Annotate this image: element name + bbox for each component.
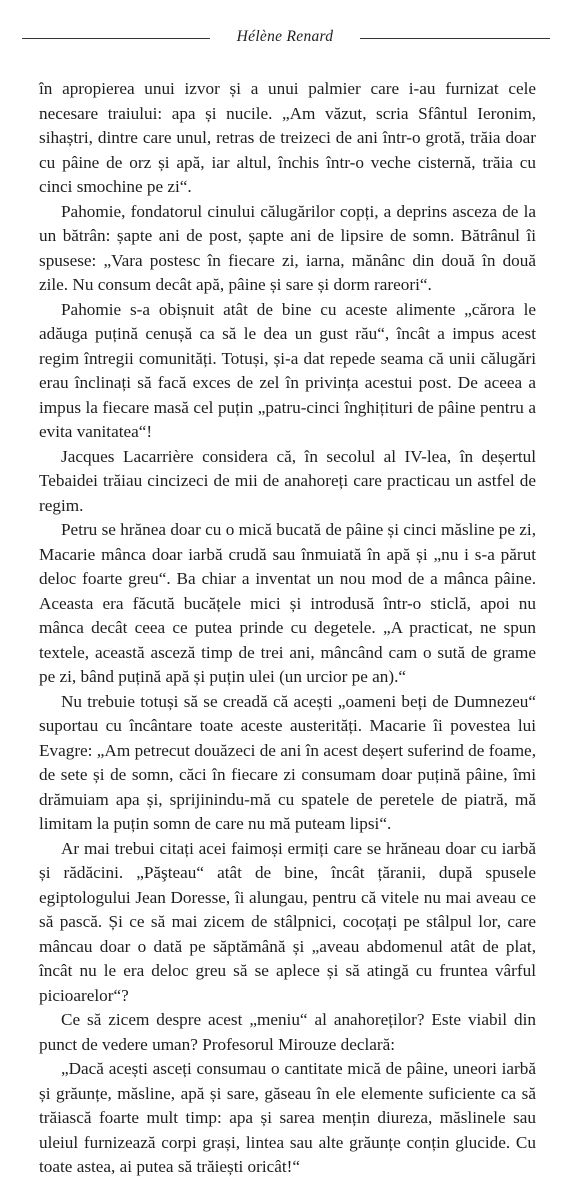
paragraph: Pahomie s-a obișnuit atât de bine cu aceste alimente „cărora le adăuga puțină cenușă ca să le dea un gust rău“, încât a impus acest regim întregii comunități. Totuși, și-a dat repede seama că unii călugări erau înclinați să facă exces de zel în privința acestui post. De aceea a impus la fiecare masă cel puțin „patru-cinci înghițituri de pâine pentru a evita vanitatea“! — [39, 299, 536, 441]
paragraph: Ce să zicem despre acest „meniu“ al anahoreților? Este viabil din punct de vedere uman? Profesorul Mirouze declară: — [39, 1010, 536, 1054]
paragraph: Pahomie, fondatorul cinului călugărilor copți, a deprins asceza de la un bătrân: șapte ani de post, șapte ani de lipsire de somn. Bătrânul îi spusese: „Vara postesc în fiecare zi, iarna, mănânc din două în două zile. Nu consum decât apă, pâine și sare și dorm rareori“. — [39, 201, 536, 294]
page-body-text — [39, 77, 536, 1180]
paragraph: Jacques Lacarrière considera că, în secolul al IV-lea, în deșertul Tebaidei trăiau cincizeci de mii de anahoreți care practicau un astfel de regim. — [39, 446, 536, 515]
paragraph: în apropierea unui izvor și a unui palmier care i-au furnizat cele necesare traiului: apa și nucile. „Am văzut, scria Sfântul Ieronim, sihaștri, dintre care unul, retras de treizeci de ani într-o grotă, trăia doar cu pâine de orz și apă, iar altul, închis într-o veche cisternă, trăia cu cinci smochine pe zi“. — [39, 79, 536, 196]
paragraph: Ar mai trebui citați acei faimoși ermiți care se hrăneau doar cu iarbă și rădăcini. „Păşteau“ atât de bine, încât țăranii, după spusele egiptologului Jean Doresse, îi alungau, pentru că vitele nu mai aveau ce să pască. Și ce să mai zicem de stâlpnici, cocoțați pe stâlpul lor, care mâncau doar o dată pe săptămână și „aveau abdomenul atât de plat, încât nu le era deloc greu să se aplece și să atingă cu fruntea vârful picioarelor“? — [39, 838, 536, 1005]
header-rule-right — [360, 38, 550, 39]
paragraph: Nu trebuie totuși să se creadă că acești „oameni beți de Dumnezeu“ suportau cu încântare toate aceste austerități. Macarie îi povestea lui Evagre: „Am petrecut douăzeci de ani în acest deșert suferind de foame, de sete și de somn, căci în fiecare zi consumam doar puțină pâine, îmi drămuiam apa și, sprijinindu-mă cu spatele de peretele de piatră, mă limitam la puțin somn de care nu mă puteam lipsi“. — [39, 691, 536, 833]
paragraph: Petru se hrănea doar cu o mică bucată de pâine și cinci măsline pe zi, Macarie mânca doar iarbă crudă sau înmuiată în apă și „nu i s-a părut deloc foarte greu“. Ba chiar a inventat un nou mod de a mânca pâine. Aceasta era făcută bucățele mici și introdusă într-o sticlă, apoi nu mânca decât ceea ce putea prinde cu degetele. „A practicat, ne spun textele, această asceză timp de trei ani, mâncând cam o sută de grame pe zi, bând puțină apă și puțin ulei (un urcior pe an).“ — [39, 520, 536, 686]
quote-paragraph: „Dacă acești asceți consumau o cantitate mică de pâine, uneori iarbă și grăunțe, măsline, apă și sare, găseau în ele elemente suficiente ca să trăiască foarte mult timp: apa și sarea mențin diureza, măslinele sau uleiul furnizează corpi grași, lintea sau alte grăunțe conțin glucide. Cu toate astea, ai putea să trăiești oricât!“ — [39, 1059, 536, 1176]
header-author-name: Hélène Renard — [236, 28, 334, 45]
running-header — [22, 28, 550, 48]
header-rule-left — [22, 38, 210, 39]
